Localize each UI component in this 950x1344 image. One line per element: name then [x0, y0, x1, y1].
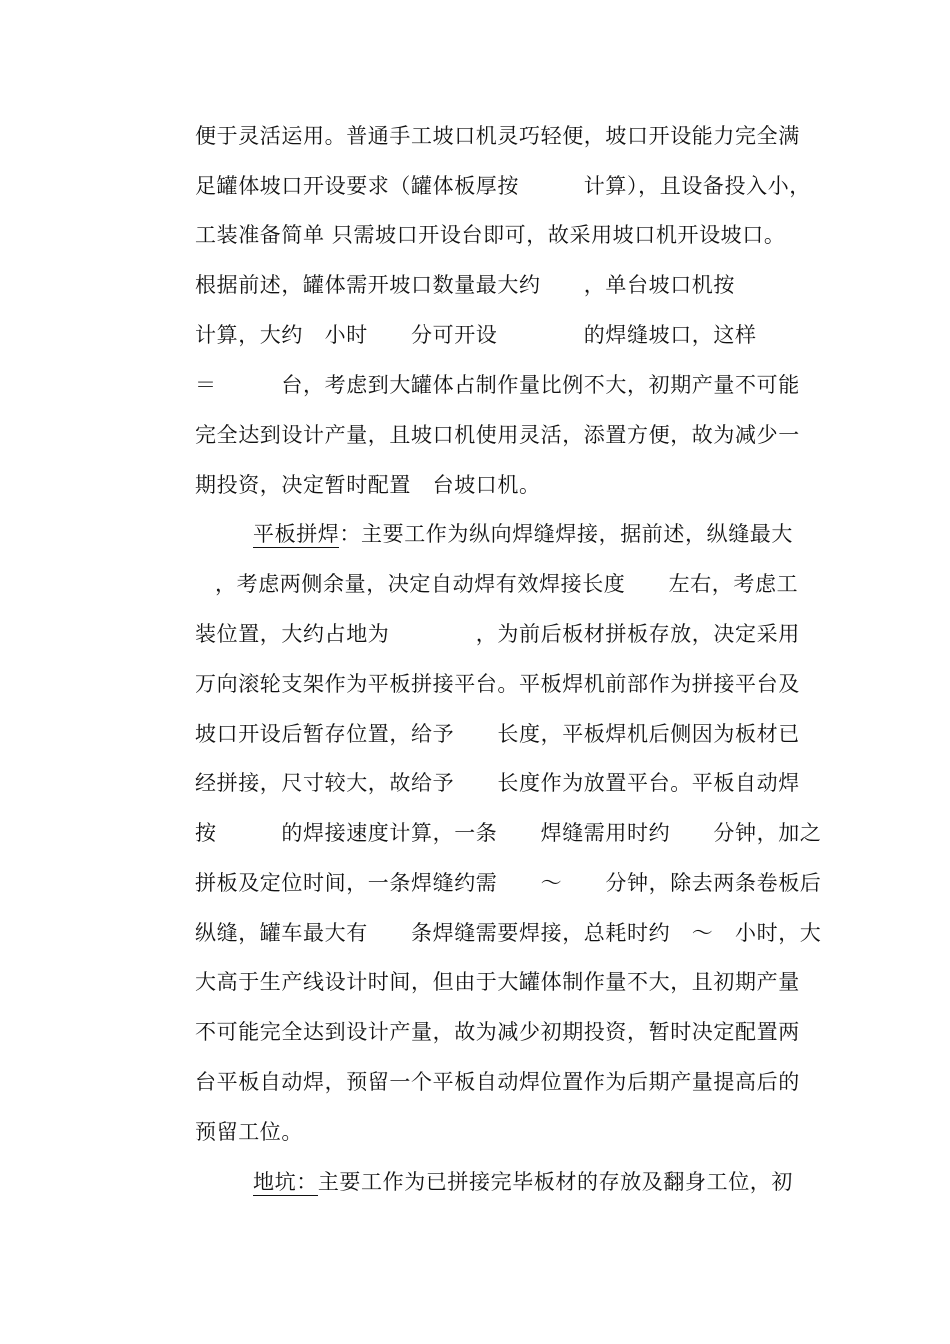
text-line: 经拼接，尺寸较大，故给予 长度作为放置平台。平板自动焊 [195, 771, 800, 795]
text-run: ：主要工作为纵向焊缝焊接，据前述，纵缝最大 [339, 522, 794, 546]
paragraph-first-line [253, 1169, 793, 1195]
text-line: 完全达到设计产量，且坡口机使用灵活，添置方便，故为减少一 [195, 423, 800, 447]
text-line: 工装准备简单 只需坡口开设台即可，故采用坡口机开设坡口。 [195, 223, 786, 247]
text-line: 坡口开设后暂存位置，给予 长度，平板焊机后侧因为板材已 [195, 722, 800, 746]
text-line: 按 的焊接速度计算，一条 焊缝需用时约 分钟，加之 [195, 821, 822, 845]
text-line: 预留工位。 [195, 1120, 303, 1144]
text-line: 拼板及定位时间，一条焊缝约需 ～ 分钟，除去两条卷板后 [195, 871, 822, 895]
text-line: 万向滚轮支架作为平板拼接平台。平板焊机前部作为拼接平台及 [195, 672, 800, 696]
text-line: ＝ 台，考虑到大罐体占制作量比例不大，初期产量不可能 [195, 373, 800, 397]
text-line: 根据前述，罐体需开坡口数量最大约 ，单台坡口机按 [195, 273, 735, 297]
text-line: 计算，大约 小时 分可开设 的焊缝坡口，这样 [195, 323, 757, 347]
section-heading-pit: 地坑： [253, 1170, 318, 1194]
text-line: 纵缝，罐车最大有 条焊缝需要焊接，总耗时约 ～ 小时，大 [195, 921, 822, 945]
text-line: 期投资，决定暂时配置 台坡口机。 [195, 473, 541, 497]
paragraph-first-line [253, 521, 793, 547]
text-line: 大高于生产线设计时间，但由于大罐体制作量不大，且初期产量 [195, 970, 800, 994]
text-line: 台平板自动焊，预留一个平板自动焊位置作为后期产量提高后的 [195, 1070, 800, 1094]
text-line: 足罐体坡口开设要求（罐体板厚按 计算），且设备投入小， [195, 174, 811, 198]
text-line: 不可能完全达到设计产量，故为减少初期投资，暂时决定配置两 [195, 1020, 800, 1044]
section-heading-plate-welding: 平板拼焊 [253, 522, 340, 546]
text-line: 装位置，大约占地为 ，为前后板材拼板存放，决定采用 [195, 622, 800, 646]
text-run: 主要工作为已拼接完毕板材的存放及翻身工位，初 [317, 1170, 794, 1194]
text-line: 便于灵活运用。普通手工坡口机灵巧轻便，坡口开设能力完全满 [195, 124, 800, 148]
text-line: ，考虑两侧余量，决定自动焊有效焊接长度 左右，考虑工 [215, 572, 799, 596]
